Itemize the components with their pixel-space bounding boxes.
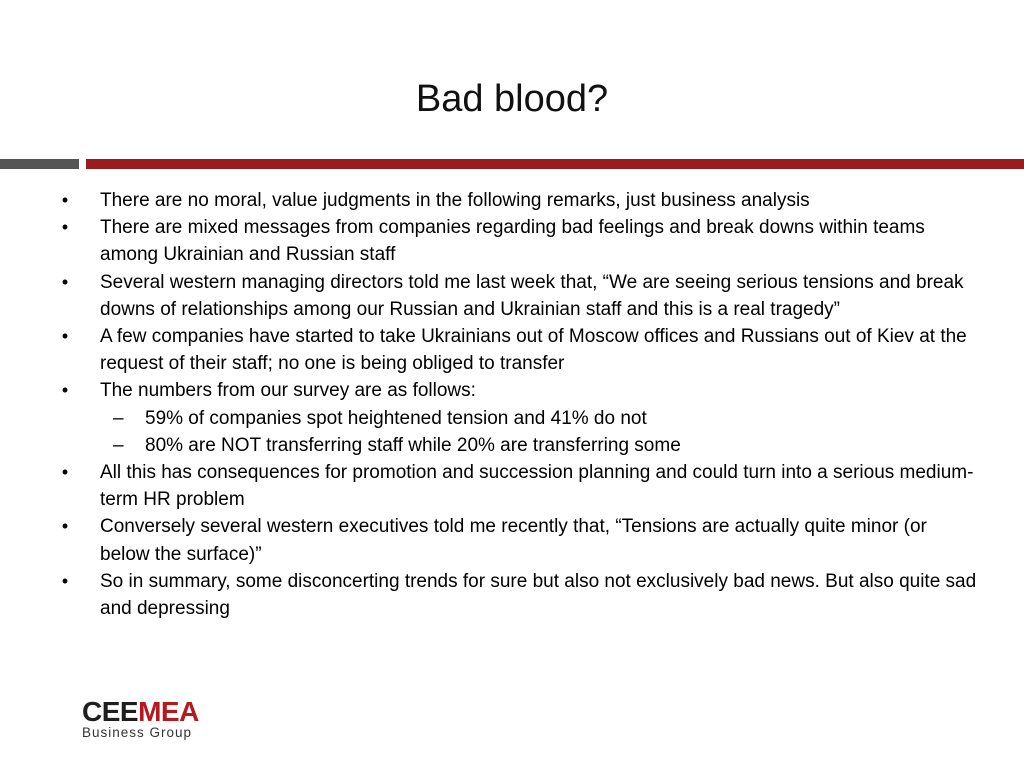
bullet-text: All this has consequences for promotion and succession planning and could turn into a serious medium-term HR problem <box>100 462 974 511</box>
bullet-mark: • <box>61 190 69 210</box>
sub-bullet-text: 80% are NOT transferring staff while 20% are transferring some <box>145 434 681 456</box>
bullet-mark: • <box>61 326 69 347</box>
bullet-text: The numbers from our survey are as follows: <box>100 380 476 402</box>
dash-mark: – <box>113 407 124 429</box>
logo-part-cee: CEE <box>82 696 139 727</box>
slide-title: Bad blood? <box>415 78 609 120</box>
sub-bullet-item <box>58 432 978 459</box>
bullet-text: A few companies have started to take Ukrainians out of Moscow offices and Russians out of Kiev at the request of their staff; no one is being obliged to transfer <box>100 326 967 375</box>
bullet-item <box>58 214 978 268</box>
logo-part-mea: MEA <box>138 696 199 727</box>
bullet-text: There are no moral, value judgments in the following remarks, just business analysis <box>100 190 810 211</box>
title-rule-red <box>86 159 1024 169</box>
logo-subtitle: Business Group <box>82 725 193 740</box>
logo-wordmark <box>82 697 242 727</box>
bullet-item <box>58 459 978 513</box>
bullet-item <box>58 377 978 404</box>
bullet-text: Several western managing directors told me last week that, “We are seeing serious tensions and break downs of relationships among our Russian and Ukrainian staff and this is a real tragedy” <box>100 271 964 320</box>
bullet-item <box>58 513 978 567</box>
bullet-item <box>58 323 978 377</box>
bullet-item <box>58 269 978 323</box>
bullet-mark: • <box>61 462 69 483</box>
bullet-mark: • <box>61 380 69 401</box>
bullet-list <box>58 187 978 622</box>
bullet-mark: • <box>61 570 69 591</box>
bullet-mark: • <box>61 217 69 238</box>
bullet-item <box>58 187 978 214</box>
title-rule-gray <box>0 159 79 169</box>
bullet-text: There are mixed messages from companies regarding bad feelings and break downs within teams among Ukrainian and Russian staff <box>100 217 925 266</box>
bullet-item <box>58 568 978 622</box>
bullet-text: So in summary, some disconcerting trends for sure but also not exclusively bad news. But also quite sad and depressing <box>100 570 977 620</box>
bullet-mark: • <box>61 516 69 537</box>
dash-mark: – <box>113 434 124 456</box>
bullet-mark: • <box>61 271 69 292</box>
sub-bullet-text: 59% of companies spot heightened tension and 41% do not <box>145 407 647 429</box>
sub-bullet-item <box>58 405 978 432</box>
ceemea-logo <box>82 697 242 743</box>
bullet-text: Conversely several western executives told me recently that, “Tensions are actually quite minor (or below the surface)” <box>100 516 927 565</box>
